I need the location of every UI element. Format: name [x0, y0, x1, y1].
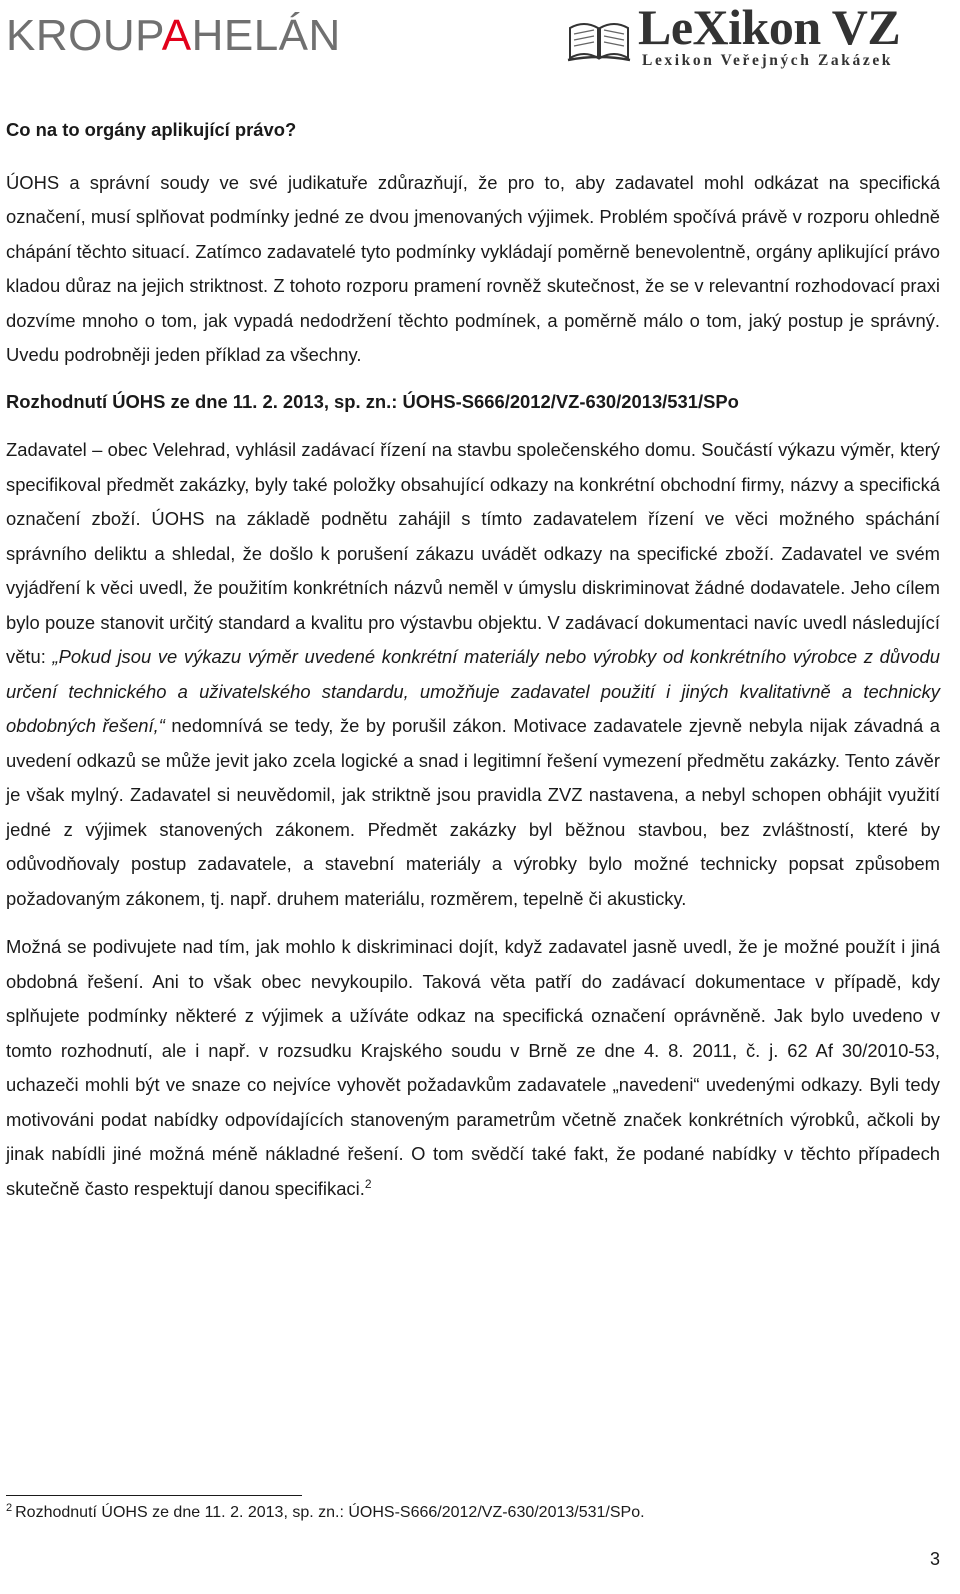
ruling-heading [6, 385, 940, 420]
lexikon-brand-text: LeXikon VZ [638, 0, 901, 55]
footnote [6, 1503, 645, 1523]
footnote-reference[interactable]: 2 [364, 1176, 372, 1191]
logo-left-part2: HELÁN [191, 11, 341, 60]
document-body [6, 113, 940, 1206]
discrimination-paragraph [6, 930, 940, 1206]
ruling-reference: : ÚOHS-S666/2012/VZ-630/2013/531/SPo [391, 390, 739, 412]
case-paragraph [6, 433, 940, 916]
kroupahelan-logo [6, 11, 341, 60]
section-heading: Co na to orgány aplikující právo? [6, 119, 297, 140]
page-number: 3 [929, 1549, 940, 1569]
ruling-title: Rozhodnutí ÚOHS ze dne 11. 2. 2013, sp. zn. [6, 390, 392, 412]
case-quote: „Pokud jsou ve výkazu výměr uvedené konkrétní materiály nebo výrobky od konkrétního výrobce z důvodu určení technického a uživatelského standardu, umožňuje zadavatel použití i jiných kvalitativně a technicky obdobných řešení,“ [6, 646, 940, 736]
lexikon-vz-logo [566, 0, 956, 74]
open-book-icon [566, 14, 632, 64]
logo-left-part1: KROUP [6, 11, 162, 60]
page-header [0, 0, 960, 80]
discrimination-text: Možná se podivujete nad tím, jak mohlo k diskriminaci dojít, když zadavatel jasně uvedl, že je možné použít i jiná obdobná řešení. Ani to však obec nevykoupilo. Taková věta patří do zadávací dokumentace v případě, kdy splňujete podmínky některé z výjimek a užíváte odkaz na specifická označení oprávněně. Jak bylo uvedeno v tomto rozhodnutí, ale i např. v rozsudku Krajského soudu v Brně ze dne 4. 8. 2011, č. j. 62 Af 30/2010-53, uchazeči mohli být ve snaze co nejvíce vyhovět požadavkům zadavatele „navedeni“ uvedenými odkazy. Byli tedy motivováni podat nabídky odpovídajících stanoveným parametrům včetně značek konkrétních výrobků, ačkoli by jinak nabídli jiné možná méně nákladné řešení. O tom svědčí také fakt, že podané nabídky v těchto případech skutečně často respektují danou specifikaci. [6, 936, 940, 1199]
footnote-text: Rozhodnutí ÚOHS ze dne 11. 2. 2013, sp. zn.: ÚOHS-S666/2012/VZ-630/2013/531/SPo. [15, 1504, 645, 1521]
lexikon-tagline: Lexikon Veřejných Zakázek [642, 52, 894, 69]
footnote-number: 2 [6, 1501, 13, 1514]
intro-paragraph: ÚOHS a správní soudy ve své judikatuře zdůrazňují, že pro to, aby zadavatel mohl odkázat na specifická označení, musí splňovat podmínky jedné ze dvou jmenovaných výjimek. Problém spočívá právě v rozporu ohledně chápání těchto situací. Zatímco zadavatelé tyto podmínky vykládají poměrně benevolentně, orgány aplikující právo kladou důraz na jejich striktnost. Z tohoto rozporu pramení rovněž skutečnost, že se v relevantní rozhodovací praxi dozvíme mnoho o tom, jak vypadá nedodržení těchto podmínek, a poměrně málo o tom, jaký postup je správný. Uvedu podrobněji jeden příklad za všechny. [6, 171, 940, 365]
footnote-separator [6, 1495, 302, 1496]
case-text-part2: nedomnívá se tedy, že by porušil zákon. Motivace zadavatele zjevně nebyla nijak závadná a uvedení odkazů se může jevit jako zcela logické a snad i legitimní řešení vymezení předmětu zakázky. Tento závěr je však mylný. Zadavatel si neuvědomil, jak striktně jsou pravidla ZVZ nastavena, a nebyl schopen obhájit využití jedné z výjimek stanovených zákonem. Předmět zakázky byl běžnou stavbou, bez zvláštností, které by odůvodňovaly postup zadavatele, a stavební materiály a výrobky bylo možné technicky popsat způsobem požadovaným zákonem, tj. např. druhem materiálu, rozměrem, tepelně či akusticky. [6, 715, 940, 909]
logo-left-accent: A [161, 11, 192, 60]
case-text-part1: Zadavatel – obec Velehrad, vyhlásil zadávací řízení na stavbu společenského domu. Součástí výkazu výměr, který specifikoval předmět zakázky, byly také položky obsahující odkazy na konkrétní obchodní firmy, názvy a specifická označení zboží. ÚOHS na základě podnětu zahájil s tímto zadavatelem řízení ve věci možného spáchání správního deliktu a shledal, že došlo k porušení zákazu uvádět odkazy na specifické zboží. Zadavatel ve svém vyjádření k věci uvedl, že použitím konkrétních názvů neměl v úmyslu diskriminovat žádné dodavatele. Jeho cílem bylo pouze stanovit určitý standard a kvalitu pro výstavbu objektu. V zadávací dokumentaci navíc uvedl následující větu: [6, 439, 940, 667]
